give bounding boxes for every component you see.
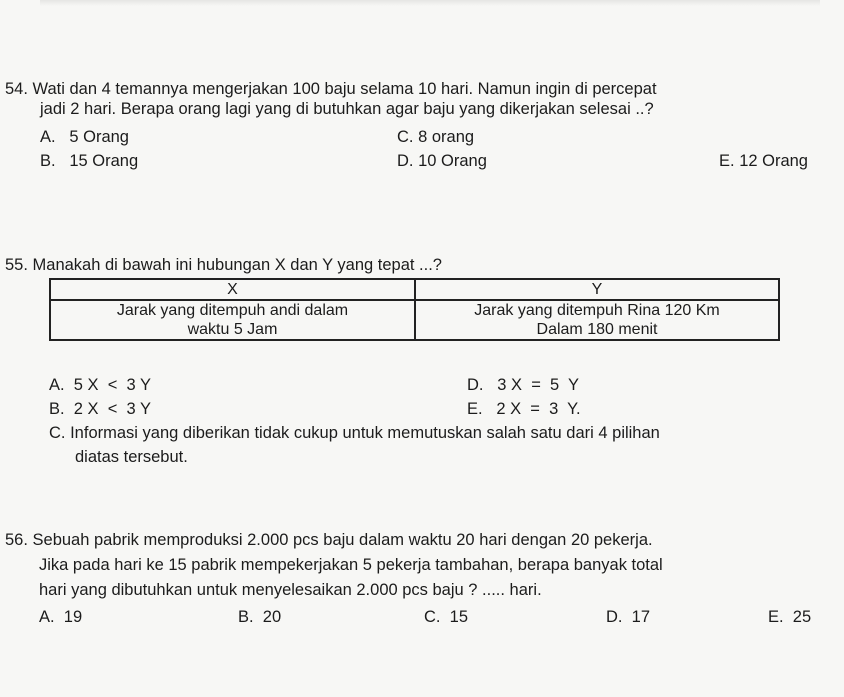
- q55-option-c[interactable]: [49, 423, 660, 443]
- option-text: 3 X = 5 Y: [497, 376, 580, 394]
- q56-text-line1: 56. Sebuah pabrik memproduksi 2.000 pcs baju dalam waktu 20 hari dengan 20 pekerja.: [5, 531, 653, 549]
- option-key: D.: [606, 608, 623, 626]
- option-key: D.: [397, 152, 414, 170]
- q56-option-c[interactable]: [424, 607, 468, 627]
- q55-option-a[interactable]: [49, 375, 151, 395]
- option-text: 8 orang: [418, 128, 475, 146]
- option-text: 15: [449, 608, 469, 626]
- option-key: B.: [238, 608, 254, 626]
- q55-option-d[interactable]: [467, 375, 579, 395]
- option-key: E.: [719, 152, 735, 170]
- option-key: E.: [467, 400, 483, 418]
- q54-option-d[interactable]: [397, 151, 487, 171]
- table-header-y: Y: [415, 279, 779, 300]
- q56-option-b[interactable]: [238, 607, 281, 627]
- option-key: B.: [49, 400, 65, 418]
- q56-option-a[interactable]: [39, 607, 82, 627]
- cell-x-line2: waktu 5 Jam: [187, 321, 278, 338]
- option-text: 15 Orang: [69, 152, 139, 170]
- q55-question: 55. Manakah di bawah ini hubungan X dan Y yang tepat ...?: [5, 256, 442, 274]
- q56-text-line3: hari yang dibutuhkan untuk menyelesaikan 2.000 pcs baju ? ..... hari.: [39, 581, 542, 599]
- option-text: Informasi yang diberikan tidak cukup untuk memutuskan salah satu dari 4 pilihan: [70, 424, 660, 442]
- q54-option-c[interactable]: [397, 127, 474, 147]
- q55-option-c-line2: diatas tersebut.: [75, 448, 188, 466]
- q54-option-e[interactable]: [719, 151, 808, 171]
- q55-comparison-table: [49, 278, 780, 341]
- option-key: A.: [49, 376, 65, 394]
- option-key: C.: [49, 424, 66, 442]
- option-text: 5 Orang: [69, 128, 129, 146]
- option-key: A.: [40, 128, 56, 146]
- q55-option-e[interactable]: [467, 399, 581, 419]
- option-text: 20: [262, 608, 282, 626]
- option-key: B.: [40, 152, 56, 170]
- table-header-x: X: [50, 279, 415, 300]
- option-key: C.: [424, 608, 441, 626]
- option-text: 2 X < 3 Y: [73, 400, 151, 418]
- option-key: C.: [397, 128, 414, 146]
- option-text: 17: [631, 608, 651, 626]
- option-key: A.: [39, 608, 55, 626]
- q56-option-e[interactable]: [768, 607, 811, 627]
- cell-y-line2: Dalam 180 menit: [536, 321, 658, 338]
- option-text: 25: [792, 608, 812, 626]
- q55-option-b[interactable]: [49, 399, 151, 419]
- option-key: D.: [467, 376, 484, 394]
- cell-x-line1: Jarak yang ditempuh andi dalam: [116, 302, 349, 319]
- option-key: E.: [768, 608, 784, 626]
- option-text: 2 X = 3 Y.: [496, 400, 581, 418]
- cell-y-line1: Jarak yang ditempuh Rina 120 Km: [474, 302, 720, 319]
- q54-text-line2: jadi 2 hari. Berapa orang lagi yang di butuhkan agar baju yang dikerjakan selesai ..?: [40, 100, 654, 118]
- cropped-previous-text: [40, 0, 820, 6]
- option-text: 19: [63, 608, 83, 626]
- q54-option-b[interactable]: [40, 151, 138, 171]
- table-cell-x: [50, 300, 415, 340]
- q56-option-d[interactable]: [606, 607, 650, 627]
- q54-text-line1: 54. Wati dan 4 temannya mengerjakan 100 baju selama 10 hari. Namun ingin di percepat: [5, 80, 657, 98]
- table-cell-y: [415, 300, 779, 340]
- option-text: 10 Orang: [418, 152, 487, 170]
- option-text: 12 Orang: [739, 152, 808, 170]
- q56-text-line2: Jika pada hari ke 15 pabrik mempekerjakan 5 pekerja tambahan, berapa banyak total: [39, 556, 663, 574]
- option-text: 5 X < 3 Y: [73, 376, 151, 394]
- q54-option-a[interactable]: [40, 127, 129, 147]
